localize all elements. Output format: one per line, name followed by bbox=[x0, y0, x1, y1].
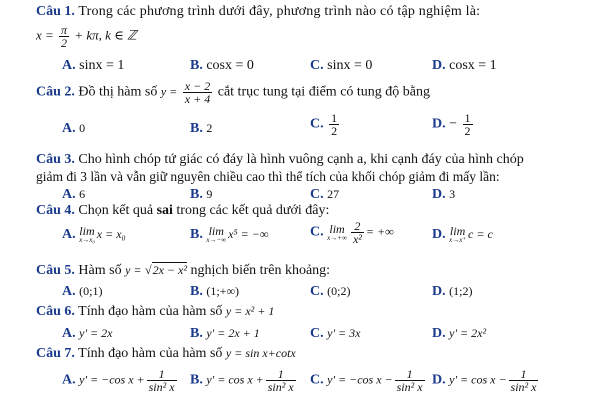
question-7-option-a[interactable] bbox=[62, 368, 179, 393]
option-text: 2 bbox=[206, 121, 213, 135]
question-5-text-before: Hàm số bbox=[78, 263, 122, 278]
option-text: 3 bbox=[449, 187, 456, 201]
fraction-numerator: 1 bbox=[395, 368, 425, 381]
rational-function-fraction bbox=[183, 80, 212, 105]
option-letter: D. bbox=[432, 116, 446, 132]
question-1-label: Câu 1. bbox=[36, 4, 75, 19]
option-letter: A. bbox=[62, 58, 76, 73]
set-suffix: + kπ, k ∈ ℤ bbox=[74, 27, 137, 43]
limit-expression: lim x→x⁺ bbox=[449, 224, 467, 244]
option-text: 6 bbox=[79, 187, 86, 201]
question-6-text: Tính đạo hàm của hàm số bbox=[78, 304, 223, 319]
function-expression: y = x² + 1 bbox=[225, 304, 275, 318]
option-text: sinx = 1 bbox=[79, 58, 125, 73]
fraction-denominator: sin² x bbox=[148, 380, 175, 394]
option-letter: B. bbox=[190, 121, 203, 136]
option-letter: D. bbox=[432, 58, 446, 73]
minus-sign: − bbox=[449, 116, 458, 132]
fraction-numerator: 1 bbox=[464, 111, 471, 125]
question-7-option-d[interactable] bbox=[432, 368, 540, 393]
question-3-option-a[interactable] bbox=[62, 186, 85, 203]
question-6-option-b[interactable] bbox=[190, 325, 260, 342]
question-4-emphasis: sai bbox=[156, 203, 173, 218]
option-text: y' = 2x bbox=[79, 326, 113, 340]
one-over-sin-squared-fraction bbox=[147, 368, 177, 393]
question-3-label: Câu 3. bbox=[36, 152, 75, 167]
option-text: 0 bbox=[79, 121, 86, 135]
question-6-option-d[interactable] bbox=[432, 325, 486, 342]
question-1-option-d[interactable] bbox=[432, 58, 497, 74]
option-prefix: y' = −cos x + bbox=[79, 372, 145, 387]
fraction-denominator: x + 4 bbox=[184, 92, 211, 106]
function-prefix: y = bbox=[160, 84, 178, 99]
option-text: (1;+∞) bbox=[206, 284, 239, 298]
question-3-option-b[interactable] bbox=[190, 186, 212, 203]
question-7-option-b[interactable] bbox=[190, 368, 298, 393]
question-3-text-2: giảm đi 3 lần và vẫn giữ nguyên chiều cao thì thể tích của khối chóp giảm đi mấy lần: bbox=[36, 169, 500, 184]
fraction-denominator: x² bbox=[352, 232, 362, 246]
limit-body: c = c bbox=[468, 227, 493, 242]
option-letter: C. bbox=[310, 224, 324, 240]
option-letter: D. bbox=[432, 326, 446, 341]
limit-subscript: x→x⁺ bbox=[449, 236, 467, 244]
question-4 bbox=[36, 203, 329, 219]
limit-subscript: x→+∞ bbox=[327, 233, 347, 242]
option-text: 9 bbox=[206, 187, 213, 201]
question-7-option-c[interactable] bbox=[310, 368, 427, 393]
option-letter: A. bbox=[62, 121, 76, 136]
question-2-label: Câu 2. bbox=[36, 84, 75, 100]
option-letter: B. bbox=[190, 284, 203, 299]
limit-subscript: x→x₀ bbox=[79, 236, 95, 244]
option-letter: B. bbox=[190, 326, 203, 341]
option-letter: C. bbox=[310, 116, 324, 132]
fraction-numerator: 1 bbox=[147, 368, 177, 381]
two-over-x-squared-fraction bbox=[351, 220, 364, 245]
limit-expression: lim x→+∞ bbox=[327, 221, 347, 242]
question-1-option-b[interactable] bbox=[190, 58, 254, 74]
limit-expression: lim x→x₀ bbox=[79, 224, 95, 244]
fraction-numerator: 1 bbox=[331, 111, 338, 125]
limit-subscript: x→−∞ bbox=[206, 236, 227, 244]
option-prefix: y' = −cos x − bbox=[327, 372, 393, 387]
limit-body: = +∞ bbox=[365, 224, 394, 239]
fraction-numerator: 1 bbox=[266, 368, 296, 381]
option-text: (1;2) bbox=[449, 284, 473, 298]
question-7-text: Tính đạo hàm của hàm số bbox=[78, 346, 223, 361]
option-letter: D. bbox=[432, 227, 446, 243]
question-4-option-c[interactable] bbox=[310, 220, 394, 245]
option-text: cosx = 0 bbox=[206, 58, 254, 73]
option-letter: B. bbox=[190, 227, 203, 243]
one-over-sin-squared-fraction bbox=[266, 368, 296, 393]
question-2-option-c[interactable] bbox=[310, 112, 341, 137]
fraction-denominator: 2 bbox=[331, 124, 338, 138]
limit-body: x⁵ = −∞ bbox=[228, 227, 269, 242]
option-text: (0;1) bbox=[79, 284, 103, 298]
question-2-option-d[interactable] bbox=[432, 112, 475, 137]
pi-over-2-fraction bbox=[59, 24, 69, 49]
question-5-option-b[interactable] bbox=[190, 283, 239, 300]
question-1-text: Trong các phương trình dưới đây, phương trình nào có tập nghiệm là: bbox=[78, 4, 481, 19]
fraction-denominator: sin² x bbox=[396, 380, 423, 394]
question-3-option-d[interactable] bbox=[432, 186, 455, 203]
fraction-denominator: 2 bbox=[464, 124, 471, 138]
question-3-option-c[interactable] bbox=[310, 186, 339, 203]
question-5-text-after: nghịch biến trên khoảng: bbox=[190, 263, 331, 278]
option-letter: B. bbox=[190, 372, 203, 388]
question-6-option-c[interactable] bbox=[310, 325, 360, 342]
square-root-expression: √2x − x² bbox=[145, 263, 187, 277]
option-text: 27 bbox=[327, 187, 340, 201]
option-prefix: y' = cos x + bbox=[206, 372, 264, 387]
option-letter: A. bbox=[62, 284, 76, 299]
option-letter: D. bbox=[432, 284, 446, 299]
question-4-option-d[interactable] bbox=[432, 226, 493, 244]
question-5-option-d[interactable] bbox=[432, 283, 472, 300]
set-prefix: x = bbox=[36, 27, 54, 43]
option-text: y' = 2x² bbox=[449, 326, 487, 340]
question-2-text-before: Đồ thị hàm số bbox=[78, 84, 158, 100]
one-half-fraction bbox=[463, 112, 473, 137]
function-expression: y = sin x+cotx bbox=[225, 346, 296, 360]
option-letter: D. bbox=[432, 372, 446, 388]
question-5-option-c[interactable] bbox=[310, 283, 350, 300]
one-over-sin-squared-fraction bbox=[509, 368, 539, 393]
question-7-label: Câu 7. bbox=[36, 346, 75, 361]
option-letter: D. bbox=[432, 187, 446, 202]
option-text: y' = 2x + 1 bbox=[206, 326, 260, 340]
question-4-option-b[interactable] bbox=[190, 226, 268, 244]
one-over-sin-squared-fraction bbox=[395, 368, 425, 393]
option-text: cosx = 1 bbox=[449, 58, 497, 73]
fraction-numerator: 1 bbox=[509, 368, 539, 381]
question-1-solution-set bbox=[36, 24, 137, 49]
option-letter: B. bbox=[190, 58, 203, 73]
question-5 bbox=[36, 262, 330, 279]
question-4-option-a[interactable] bbox=[62, 226, 126, 244]
question-3-line-1 bbox=[36, 152, 524, 168]
option-letter: A. bbox=[62, 326, 76, 341]
question-5-option-a[interactable] bbox=[62, 283, 102, 300]
option-letter: C. bbox=[310, 58, 324, 73]
question-3-text-1: Cho hình chóp tứ giác có đáy là hình vuông cạnh a, khi cạnh đáy của hình chóp bbox=[78, 152, 524, 167]
radicand: 2x − x² bbox=[152, 263, 187, 277]
option-letter: A. bbox=[62, 187, 76, 202]
limit-body: x = x₀ bbox=[96, 227, 126, 242]
question-3-line-2 bbox=[36, 169, 500, 185]
fraction-denominator: 2 bbox=[61, 36, 68, 50]
option-text: sinx = 0 bbox=[327, 58, 373, 73]
question-7 bbox=[36, 345, 296, 362]
function-prefix: y = bbox=[125, 263, 142, 277]
question-4-text-after: trong các kết quả dưới đây: bbox=[176, 203, 330, 218]
fraction-numerator: 2 bbox=[351, 220, 364, 233]
question-4-text-before: Chọn kết quả bbox=[78, 203, 154, 218]
option-letter: A. bbox=[62, 372, 76, 388]
question-6-option-a[interactable] bbox=[62, 325, 112, 342]
option-letter: C. bbox=[310, 187, 324, 202]
question-4-label: Câu 4. bbox=[36, 203, 75, 218]
option-text: y' = 3x bbox=[327, 326, 361, 340]
question-5-label: Câu 5. bbox=[36, 263, 75, 278]
option-text: (0;2) bbox=[327, 284, 351, 298]
question-1-option-c[interactable] bbox=[310, 58, 372, 74]
question-2 bbox=[36, 80, 430, 105]
limit-expression: lim x→−∞ bbox=[206, 224, 227, 244]
question-6 bbox=[36, 303, 274, 320]
option-letter: A. bbox=[62, 227, 76, 243]
question-2-text-after: cắt trục tung tại điểm có tung độ bằng bbox=[217, 84, 431, 100]
fraction-numerator: π bbox=[61, 23, 68, 37]
fraction-denominator: sin² x bbox=[267, 380, 294, 394]
one-half-fraction bbox=[329, 112, 339, 137]
option-letter: C. bbox=[310, 326, 324, 341]
option-letter: C. bbox=[310, 284, 324, 299]
option-prefix: y' = cos x − bbox=[449, 372, 507, 387]
option-letter: C. bbox=[310, 372, 324, 388]
question-1-option-a[interactable] bbox=[62, 58, 124, 74]
question-6-label: Câu 6. bbox=[36, 304, 75, 319]
question-2-option-a[interactable] bbox=[62, 120, 85, 137]
option-letter: B. bbox=[190, 187, 203, 202]
fraction-numerator: x − 2 bbox=[184, 79, 211, 93]
question-2-option-b[interactable] bbox=[190, 120, 212, 137]
fraction-denominator: sin² x bbox=[510, 380, 537, 394]
question-1 bbox=[36, 4, 480, 20]
